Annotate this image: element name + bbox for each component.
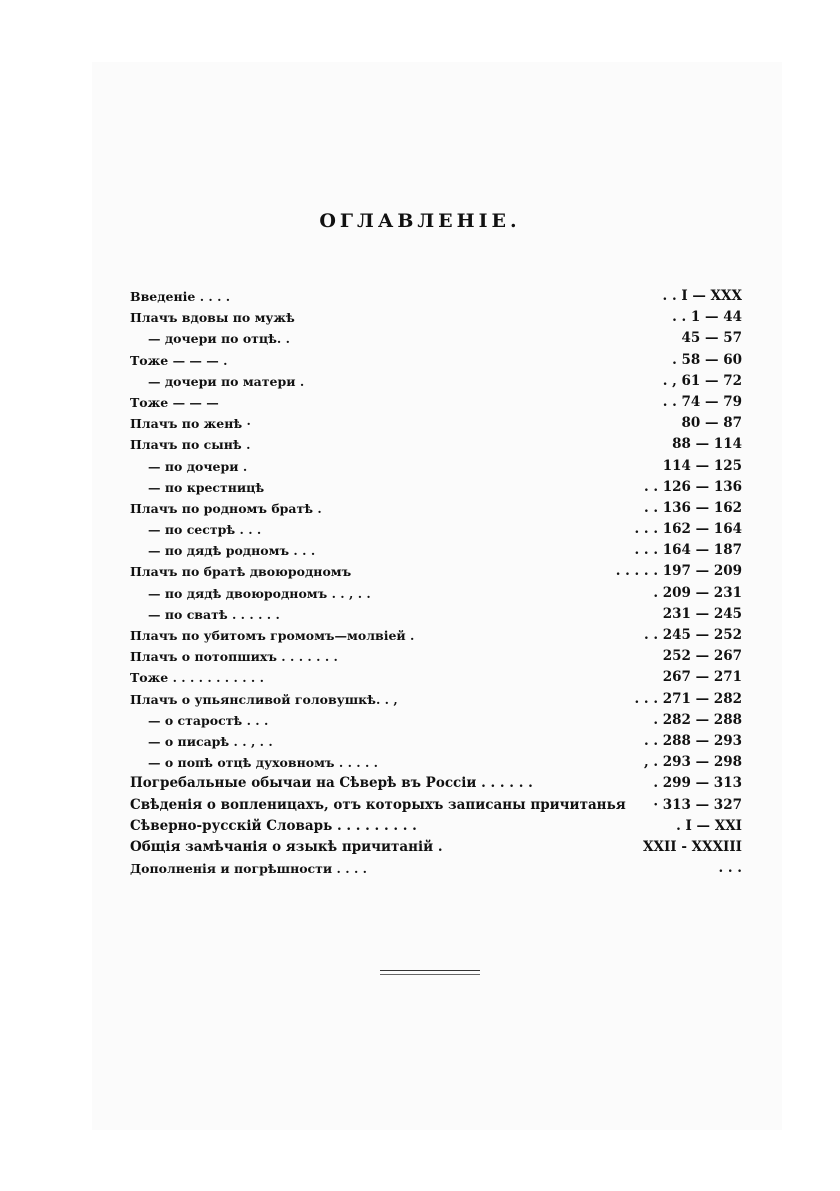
toc-entry-title: — о попѣ отцѣ духовномъ . . . . . bbox=[148, 755, 379, 771]
toc-entry-title: — о старостѣ . . . bbox=[148, 712, 269, 728]
toc-entry-title: Плачъ по убитомъ громомъ—молвiей . bbox=[130, 628, 415, 643]
toc-entry-pages: XXII - XXXIII bbox=[643, 838, 742, 855]
toc-entry-pages: 252 — 267 bbox=[662, 648, 742, 665]
toc-entry-pages: 267 — 271 bbox=[662, 669, 742, 686]
toc-entry-title: — по дядѣ родномъ . . . bbox=[148, 543, 316, 559]
toc-entry-title: Свѣденiя о вопленицахъ, отъ которыхъ записаны причитанья bbox=[130, 796, 626, 813]
page-title: ОГЛАВЛЕНIЕ. bbox=[319, 210, 521, 232]
toc-entry bbox=[130, 795, 742, 816]
toc-entry-title: — по сватѣ . . . . . . bbox=[148, 606, 280, 622]
toc-entry bbox=[130, 392, 742, 413]
toc-entry bbox=[130, 710, 742, 731]
toc-entry bbox=[130, 752, 742, 773]
toc-entry-pages: . . 245 — 252 bbox=[643, 627, 742, 643]
toc-entry-title: Общiя замѣчанiя о языкѣ причитанiй . bbox=[130, 838, 443, 855]
toc-entry-title: — по дочери . bbox=[148, 458, 248, 474]
toc-entry-title: Тоже — — — . bbox=[130, 352, 228, 368]
toc-entry-pages: . . . 271 — 282 bbox=[634, 690, 742, 707]
toc-entry bbox=[130, 519, 742, 540]
toc-entry-pages: . . . . . 197 — 209 bbox=[615, 563, 742, 580]
toc-entry-pages: . . 288 — 293 bbox=[643, 732, 742, 749]
toc-entry-title: Плачъ о упьянсливой головушкѣ. . , bbox=[130, 691, 398, 707]
toc-entry-title: Плачъ о потопшихъ . . . . . . . bbox=[130, 649, 338, 665]
table-of-contents bbox=[130, 286, 742, 879]
toc-entry bbox=[130, 540, 742, 561]
toc-entry-pages: 80 — 87 bbox=[681, 415, 742, 432]
toc-entry-title: Дополненiя и погрѣшности . . . . bbox=[130, 861, 367, 877]
toc-entry-pages: . . 136 — 162 bbox=[643, 499, 742, 516]
toc-entry bbox=[130, 583, 742, 604]
toc-entry bbox=[130, 328, 742, 349]
toc-entry-title: — по крестницѣ bbox=[148, 479, 265, 495]
toc-entry bbox=[130, 477, 742, 498]
toc-entry-title: — дочери по отцѣ. . bbox=[148, 331, 290, 347]
toc-entry bbox=[130, 667, 742, 688]
toc-entry-title: Плачъ по братѣ двоюродномъ bbox=[130, 564, 352, 580]
toc-entry-pages: 88 — 114 bbox=[672, 436, 742, 453]
toc-entry-pages: . 282 — 288 bbox=[653, 711, 742, 728]
toc-entry bbox=[130, 689, 742, 710]
toc-entry-title: Тоже . . . . . . . . . . . bbox=[130, 670, 264, 686]
toc-entry-pages: . . 126 — 136 bbox=[643, 478, 742, 495]
toc-entry-pages: 231 — 245 bbox=[662, 605, 742, 622]
toc-entry-pages: 45 — 57 bbox=[681, 330, 742, 347]
toc-entry bbox=[130, 561, 742, 582]
toc-entry-pages: . , 61 — 72 bbox=[662, 372, 742, 389]
toc-entry bbox=[130, 413, 742, 434]
toc-entry bbox=[130, 858, 742, 879]
toc-entry-title: — по сестрѣ . . . bbox=[148, 522, 262, 538]
toc-entry-pages: . . I — XXX bbox=[662, 288, 742, 304]
toc-entry-title: Введенiе . . . . bbox=[130, 289, 231, 304]
toc-entry-pages: . 209 — 231 bbox=[653, 584, 742, 601]
toc-entry-pages: . 299 — 313 bbox=[653, 775, 742, 792]
toc-entry bbox=[130, 837, 742, 858]
toc-entry bbox=[130, 731, 742, 752]
closing-ornament-rule bbox=[380, 970, 480, 975]
toc-entry-pages: 114 — 125 bbox=[662, 457, 742, 474]
toc-entry-title: — дочери по матери . bbox=[148, 373, 305, 389]
toc-entry-title: Тоже — — — bbox=[130, 394, 219, 410]
toc-entry-title: — по дядѣ двоюродномъ . . , . . bbox=[148, 585, 371, 601]
toc-entry bbox=[130, 456, 742, 477]
toc-entry-pages: , . 293 — 298 bbox=[643, 754, 742, 771]
toc-entry bbox=[130, 625, 742, 646]
toc-entry bbox=[130, 646, 742, 667]
toc-entry-pages: . . . bbox=[718, 860, 742, 877]
toc-entry-pages: · 313 — 327 bbox=[653, 796, 742, 813]
toc-entry-title: Сѣверно-русскiй Словарь . . . . . . . . . bbox=[130, 817, 417, 834]
toc-entry-pages: . . . 164 — 187 bbox=[634, 542, 742, 559]
toc-entry-title: Плачъ вдовы по мужѣ bbox=[130, 310, 295, 326]
toc-entry-title: Плачъ по сынѣ . bbox=[130, 437, 251, 453]
toc-entry-pages: . 58 — 60 bbox=[672, 351, 742, 368]
toc-entry-title: Погребальные обычаи на Сѣверѣ въ Россiи . . . . . . bbox=[130, 775, 533, 792]
toc-entry bbox=[130, 350, 742, 371]
toc-entry-pages: . . 74 — 79 bbox=[662, 393, 742, 410]
toc-entry bbox=[130, 498, 742, 519]
toc-entry-title: Плачъ по родномъ братѣ . bbox=[130, 500, 322, 516]
toc-entry-title: Плачъ по женѣ · bbox=[130, 416, 251, 432]
toc-entry-pages: . I — XXI bbox=[676, 817, 742, 834]
toc-entry bbox=[130, 816, 742, 837]
toc-entry-pages: . . . 162 — 164 bbox=[634, 521, 742, 538]
toc-entry bbox=[130, 604, 742, 625]
toc-entry bbox=[130, 307, 742, 328]
toc-entry bbox=[130, 773, 742, 794]
toc-entry bbox=[130, 434, 742, 455]
toc-entry-title: — о писарѣ . . , . . bbox=[148, 733, 273, 749]
toc-entry-pages: . . 1 — 44 bbox=[672, 309, 742, 326]
toc-entry bbox=[130, 286, 742, 307]
toc-entry bbox=[130, 371, 742, 392]
